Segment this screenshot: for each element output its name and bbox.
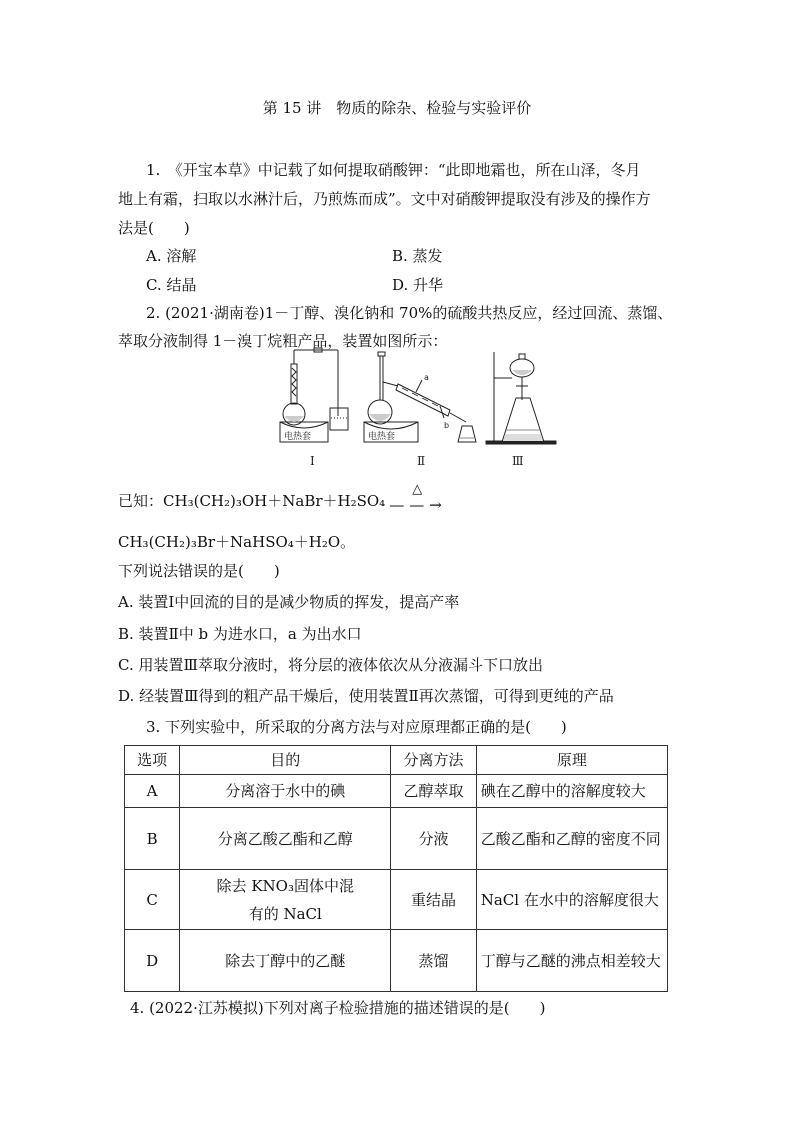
- cell-method: 分液: [391, 808, 476, 870]
- receiver-flask: [458, 426, 476, 442]
- cell-method: 乙醇萃取: [391, 775, 476, 808]
- q3-stem: 3. 下列实验中，所采取的分离方法与对应原理都正确的是( ): [146, 718, 567, 736]
- heat-arrow: △ — — →: [389, 482, 442, 514]
- table-row: [125, 930, 668, 992]
- page-title: 第 15 讲 物质的除杂、检验与实验评价: [262, 99, 532, 117]
- heater-2-label: 电热套: [368, 432, 396, 442]
- q1-option-c: C. 结晶: [146, 276, 197, 294]
- heater-2-bowl: [364, 422, 418, 429]
- cell-principle: 乙酸乙酯和乙醇的密度不同: [476, 808, 667, 870]
- q1-line-2: 地上有霜，扫取以水淋汁后，乃煎炼而成”。文中对硝酸钾提取没有涉及的操作方: [118, 190, 651, 208]
- cell-principle: 碘在乙醇中的溶解度较大: [476, 775, 667, 808]
- beaker-1: [330, 408, 348, 430]
- known-prefix: 已知：: [118, 492, 164, 510]
- caption-3: Ⅲ: [512, 454, 524, 468]
- cell-method: 重结晶: [391, 870, 476, 930]
- apparatus-2: [364, 352, 476, 442]
- label-a: a: [424, 373, 429, 382]
- table-header-row: [125, 746, 668, 775]
- q1-option-d: D. 升华: [392, 276, 444, 294]
- header-option: 选项: [125, 746, 180, 775]
- q1-line-1: 1. 《开宝本草》中记载了如何提取硝酸钾：“此即地霜也，所在山泽，冬月: [146, 161, 641, 179]
- q1-option-b: B. 蒸发: [392, 247, 443, 265]
- header-method: 分离方法: [391, 746, 476, 775]
- q2-line-2: 萃取分液制得 1－溴丁烷粗产品，装置如图所示：: [118, 332, 448, 350]
- condenser-coil: [292, 368, 296, 396]
- heater-1-label: 电热套: [284, 432, 312, 442]
- cell-method: 蒸馏: [391, 930, 476, 992]
- q2-option-a: A. 装置Ⅰ中回流的目的是减少物质的挥发，提高产率: [118, 593, 460, 611]
- table-row: [125, 775, 668, 808]
- table-row: [125, 808, 668, 870]
- cell-option: D: [125, 930, 180, 992]
- cell-goal: 除去丁醇中的乙醚: [180, 930, 391, 992]
- caption-2: Ⅱ: [417, 454, 426, 468]
- equation-reactants: CH₃(CH₂)₃OH＋NaBr＋H₂SO₄: [163, 492, 386, 510]
- cell-goal: 除去 KNO₃固体中混有的 NaCl: [180, 870, 391, 930]
- q2-option-d: D. 经装置Ⅲ得到的粗产品干燥后，使用装置Ⅱ再次蒸馏，可得到更纯的产品: [118, 687, 614, 705]
- caption-1: Ⅰ: [310, 454, 315, 468]
- equation-products: CH₃(CH₂)₃Br＋NaHSO₄＋H₂O。: [118, 533, 356, 551]
- cell-goal: 分离乙酸乙酯和乙醇: [180, 808, 391, 870]
- apparatus-figure: [272, 338, 564, 470]
- cell-principle: 丁醇与乙醚的沸点相差较大: [476, 930, 667, 992]
- cell-goal: 分离溶于水中的碘: [180, 775, 391, 808]
- q1-option-a: A. 溶解: [146, 247, 197, 265]
- q1-line-3: 法是( ): [118, 219, 190, 237]
- q2-option-c: C. 用装置Ⅲ萃取分液时，将分层的液体依次从分液漏斗下口放出: [118, 656, 543, 674]
- apparatus-1: [274, 348, 348, 442]
- cell-option: B: [125, 808, 180, 870]
- q2-question: 下列说法错误的是( ): [118, 562, 280, 580]
- q3-table: [124, 745, 668, 992]
- header-goal: 目的: [180, 746, 391, 775]
- q4-stem: 4. (2022·江苏模拟)下列对离子检验措施的描述错误的是( ): [130, 999, 546, 1017]
- label-b: b: [444, 421, 450, 430]
- q2-option-b: B. 装置Ⅱ中 b 为进水口，a 为出水口: [118, 625, 362, 643]
- cell-option: A: [125, 775, 180, 808]
- cell-option: C: [125, 870, 180, 930]
- cell-principle: NaCl 在水中的溶解度很大: [476, 870, 667, 930]
- table-row: [125, 870, 668, 930]
- q2-line-1: 2. (2021·湖南卷)1－丁醇、溴化钠和 70%的硫酸共热反应，经过回流、蒸馏、: [146, 304, 673, 322]
- heat-symbol: △: [412, 482, 423, 497]
- header-principle: 原理: [476, 746, 667, 775]
- q2-known-equation: [118, 482, 447, 514]
- apparatus-3: [486, 352, 556, 444]
